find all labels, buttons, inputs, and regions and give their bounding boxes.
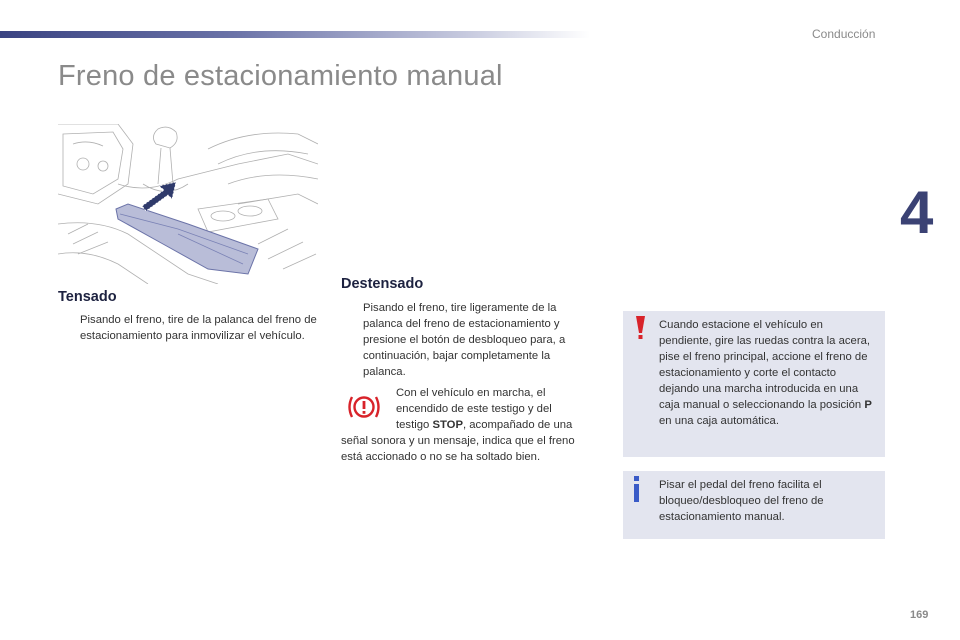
- stop-label: STOP: [432, 419, 463, 431]
- exclamation-icon: [629, 315, 651, 341]
- parking-brake-illustration: [58, 124, 318, 284]
- destensado-heading: Destensado: [341, 276, 424, 292]
- lamp-note-line: Con el vehículo en marcha, el: [396, 387, 546, 399]
- page-title: Freno de estacionamiento manual: [58, 60, 503, 92]
- lamp-note-line: señal sonora y un mensaje, indica que el freno: [341, 435, 575, 447]
- info-text: Pisar el pedal del freno facilita el bloqueo/desbloqueo del freno de estacionamiento manual.: [659, 479, 824, 523]
- position-p-label: P: [864, 399, 872, 411]
- tensado-instruction: [58, 312, 318, 344]
- info-box: [623, 471, 885, 539]
- destensado-text: Pisando el freno, tire ligeramente de la palanca del freno de estacionamiento y presione el botón de desbloqueo para, a continuación, bajar completamente la palanca.: [363, 302, 566, 378]
- header-bar: [0, 31, 590, 38]
- lamp-note-line: [341, 417, 601, 433]
- warning-box: [623, 311, 885, 457]
- tensado-text: Pisando el freno, tire de la palanca del freno de estacionamiento para inmovilizar el vehículo.: [80, 314, 317, 342]
- warning-text: [659, 317, 877, 429]
- chapter-number: 4: [900, 179, 934, 246]
- warning-text-part: en una caja automática.: [659, 415, 779, 427]
- lamp-note-line: encendido de este testigo y del: [396, 403, 552, 415]
- lamp-note-text: testigo: [396, 419, 433, 431]
- info-icon: [630, 476, 644, 502]
- lamp-note: [341, 385, 601, 465]
- warning-text-part: Cuando estacione el vehículo en pendiente, gire las ruedas contra la acera, pise el freno principal, accione el freno de estacionamiento y corte el contacto dejando una marcha introducida en una caja manual o seleccionando la posición: [659, 319, 871, 411]
- page-number: 169: [910, 609, 929, 621]
- destensado-instruction: [341, 300, 591, 380]
- lamp-note-line: está accionado o no se ha soltado bien.: [341, 451, 541, 463]
- tensado-heading: Tensado: [58, 289, 117, 305]
- lamp-note-text: , acompañado de una: [463, 419, 573, 431]
- section-label: Conducción: [812, 27, 876, 41]
